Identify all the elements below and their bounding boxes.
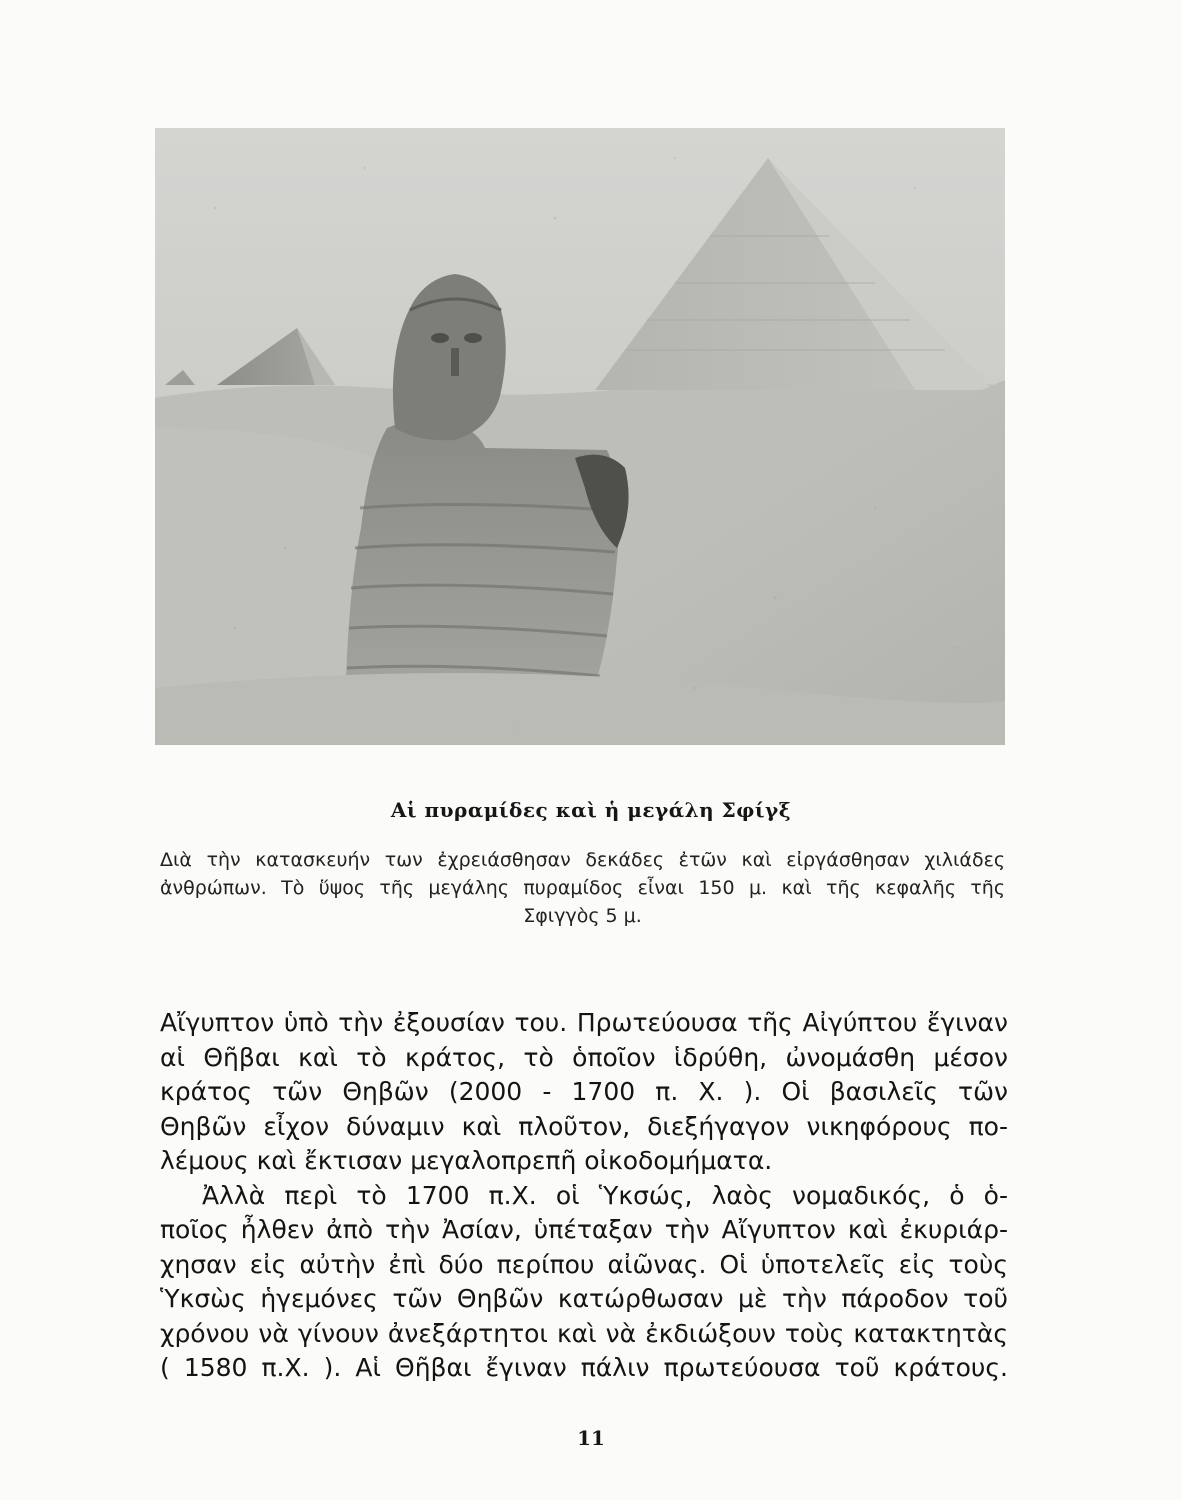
body-line: Ὑκσὼς ἡγεμόνες τῶν Θηβῶν κατώρθωσαν μὲ τὴν πάροδον τοῦ [160,1284,1008,1313]
body-line: ( 1580 π.Χ. ). Αἱ Θῆβαι ἔγιναν πάλιν πρωτεύουσα τοῦ κράτους. [160,1353,1008,1382]
body-line: χρόνου νὰ γίνουν ἀνεξάρτητοι καὶ νὰ ἐκδιώξουν τοὺς κατακτητὰς [160,1318,1008,1348]
body-line: Ἀλλὰ περὶ τὸ 1700 π.Χ. οἱ Ὑκσώς, λαὸς νομαδικός, ὁ ὁ- [202,1180,1008,1210]
photo-caption-text [160,846,1005,930]
caption-line: Σφιγγὸς 5 μ. [523,905,642,927]
body-line: ποῖος ἦλθεν ἀπὸ τὴν Ἀσίαν, ὑπέταξαν τὴν Αἴγυπτον καὶ ἐκυριάρ- [160,1215,1008,1244]
photo-caption-title: Αἱ πυραμίδες καὶ ἡ μεγάλη Σφίγξ [390,798,792,822]
body-line: κράτος τῶν Θηβῶν (2000 - 1700 π. Χ. ). Οἱ βασιλεῖς τῶν [160,1077,1008,1106]
body-line: αἱ Θῆβαι καὶ τὸ κράτος, τὸ ὁποῖον ἱδρύθη, ὠνομάσθη μέσον [160,1042,1008,1072]
body-line: Αἴγυπτον ὑπὸ τὴν ἐξουσίαν του. Πρωτεύουσα τῆς Αἰγύπτου ἔγιναν [160,1008,1008,1037]
body-line: χησαν εἰς αὐτὴν ἐπὶ δύο περίπου αἰῶνας. Οἱ ὑποτελεῖς εἰς τοὺς [160,1249,1008,1279]
page-number: 11 [577,1426,605,1450]
body-text [160,1006,1008,1386]
photo-illustration [155,128,1005,745]
body-line: Θηβῶν εἶχον δύναμιν καὶ πλοῦτον, διεξήγαγον νικηφόρους πο- [160,1111,1008,1141]
pyramids-sphinx-photo [155,128,1005,745]
body-line: λέμους καὶ ἔκτισαν μεγαλοπρεπῆ οἰκοδομήματα. [160,1146,773,1175]
caption-line: ἀνθρώπων. Τὸ ὕψος τῆς μεγάλης πυραμίδος εἶναι 150 μ. καὶ τῆς κεφαλῆς τῆς [160,877,1005,899]
caption-line: Διὰ τὴν κατασκευήν των ἐχρειάσθησαν δεκάδες ἐτῶν καὶ εἰργάσθησαν χιλιάδες [160,849,1005,871]
